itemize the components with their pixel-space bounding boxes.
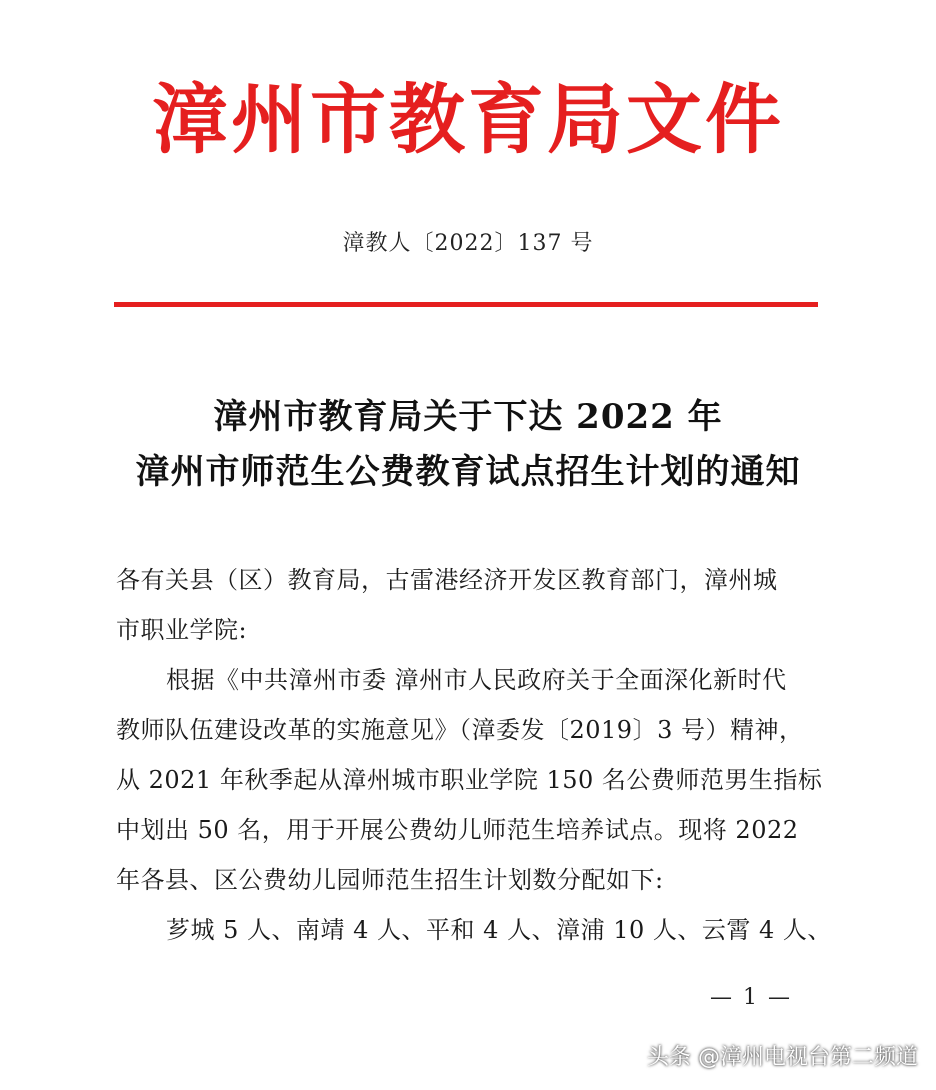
- body-line: 教师队伍建设改革的实施意见》（漳委发〔2019〕3 号）精神，: [116, 716, 804, 744]
- page-number: — 1 —: [710, 985, 792, 1010]
- body-line-addressee: 各有关县（区）教育局，古雷港经济开发区教育部门，漳州城: [116, 566, 778, 594]
- source-watermark: 头条 @漳州电视台第二频道: [647, 1045, 918, 1070]
- notice-title-line-2: 漳州市师范生公费教育试点招生计划的通知: [135, 452, 801, 492]
- document-number: 漳教人〔2022〕137 号: [342, 231, 594, 256]
- body-line: 从 2021 年秋季起从漳州城市职业学院 150 名公费师范男生指标: [116, 766, 823, 794]
- body-line: 年各县、区公费幼儿园师范生招生计划数分配如下:: [116, 866, 664, 894]
- body-line-addressee-cont: 市职业学院:: [116, 616, 248, 644]
- body-line-allocation: 芗城 5 人、南靖 4 人、平和 4 人、漳浦 10 人、云霄 4 人、: [166, 916, 832, 944]
- body-line-paragraph-start: 根据《中共漳州市委 漳州市人民政府关于全面深化新时代: [166, 666, 787, 694]
- notice-title-line-1: 漳州市教育局关于下达 2022 年: [213, 397, 723, 437]
- red-divider-rule: [114, 302, 818, 307]
- body-line: 中划出 50 名，用于开展公费幼儿师范生培养试点。现将 2022: [116, 816, 799, 844]
- issuer-header: 漳州市教育局文件: [152, 75, 784, 164]
